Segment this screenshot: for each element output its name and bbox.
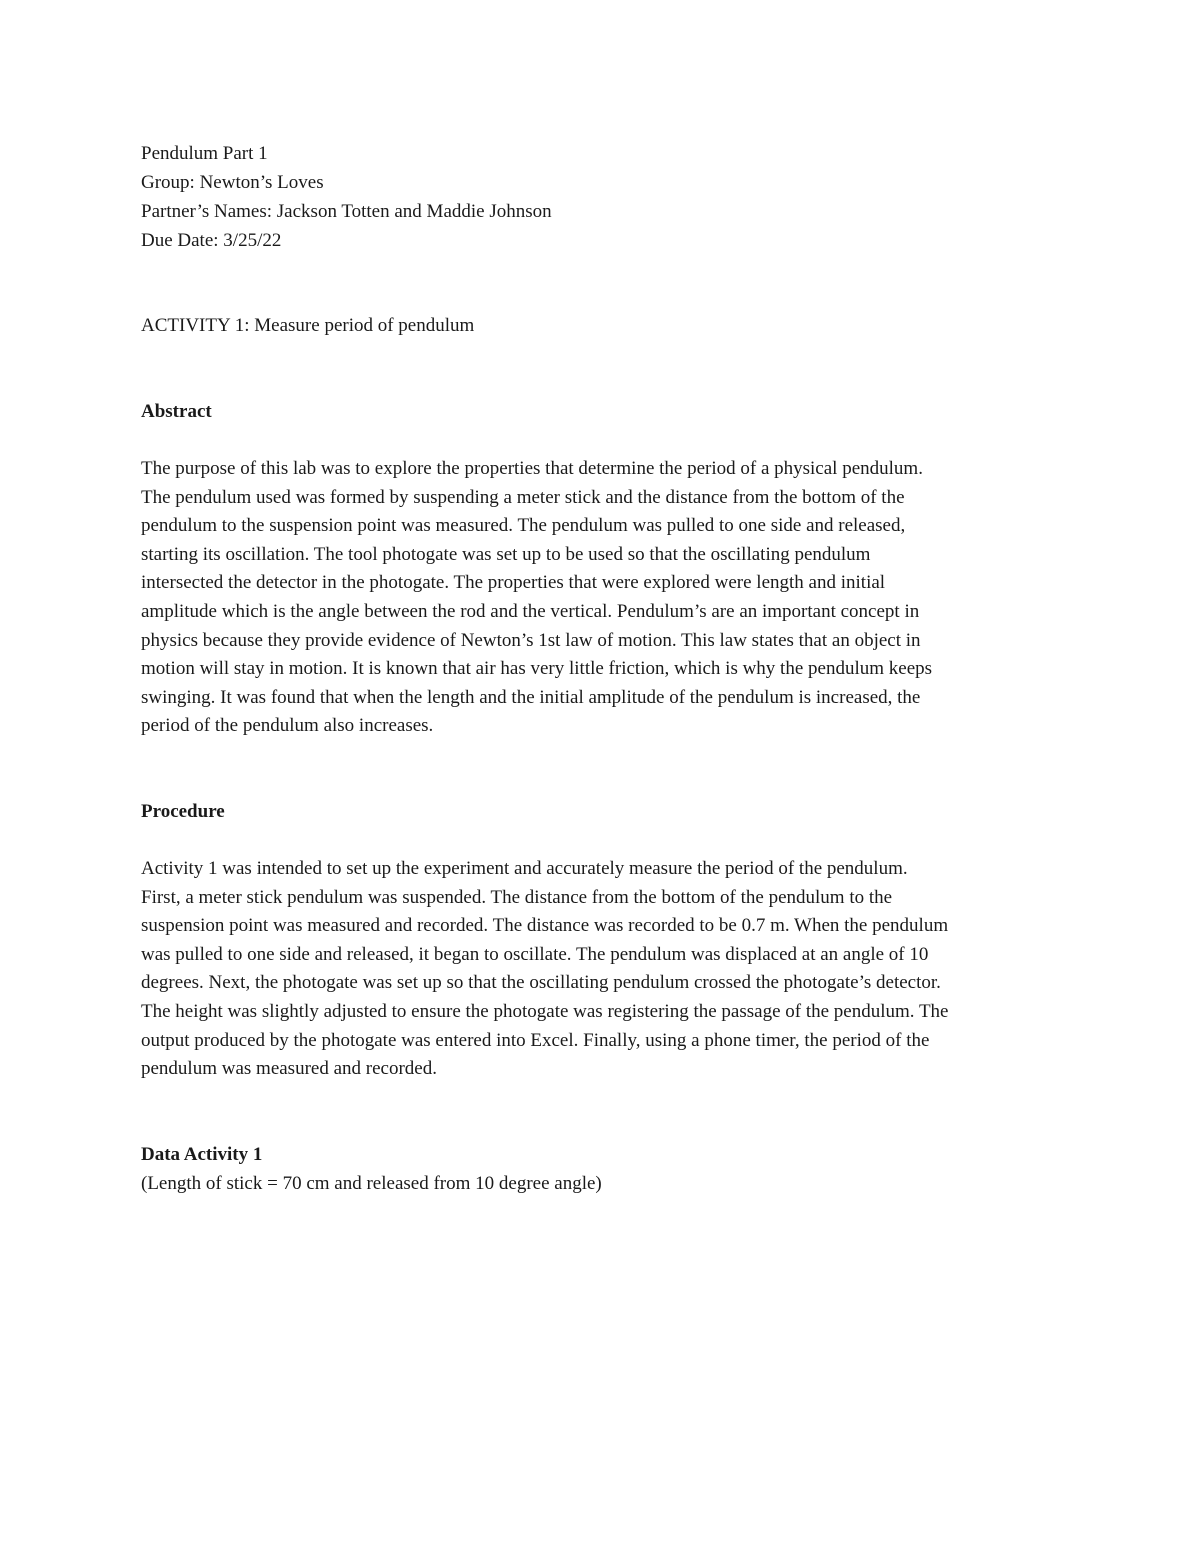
abstract-heading: Abstract — [141, 401, 212, 422]
data-activity-heading: Data Activity 1 — [141, 1143, 263, 1165]
spacer — [141, 340, 1071, 397]
partner-names: Partner’s Names: Jackson Totten and Maddie Johnson — [141, 201, 552, 222]
document-title: Pendulum Part 1 — [141, 143, 268, 164]
paragraph-line: pendulum was measured and recorded. — [141, 1058, 437, 1080]
paragraph-line: amplitude which is the angle between the rod and the vertical. Pendulum’s are an important concept in — [141, 600, 920, 622]
paragraph-line: Activity 1 was intended to set up the experiment and accurately measure the period of the pendulum. — [141, 857, 908, 879]
group-name: Group: Newton’s Loves — [141, 172, 324, 193]
abstract-section — [141, 397, 1071, 740]
paragraph-line: motion will stay in motion. It is known that air has very little friction, which is why the pendulum keeps — [141, 658, 933, 680]
paragraph-line: degrees. Next, the photogate was set up so that the oscillating pendulum crossed the photogate’s detector. — [141, 972, 941, 994]
procedure-paragraph — [141, 854, 1071, 1083]
paragraph-line: suspension point was measured and recorded. The distance was recorded to be 0.7 m. When the pendulum — [141, 915, 949, 937]
document-body — [141, 139, 1071, 1198]
paragraph-line: pendulum to the suspension point was measured. The pendulum was pulled to one side and released, — [141, 515, 906, 537]
paragraph-line: swinging. It was found that when the length and the initial amplitude of the pendulum is increased, the — [141, 686, 921, 708]
procedure-heading: Procedure — [141, 800, 225, 822]
abstract-paragraph — [141, 454, 1071, 740]
procedure-section — [141, 797, 1071, 1083]
due-date: Due Date: 3/25/22 — [141, 230, 282, 251]
paragraph-line: intersected the detector in the photogate. The properties that were explored were length and initial — [141, 572, 886, 594]
paragraph-line: First, a meter stick pendulum was suspended. The distance from the bottom of the pendulum to the — [141, 886, 893, 908]
spacer — [141, 740, 1071, 797]
spacer — [141, 1083, 1071, 1140]
paragraph-line: The pendulum used was formed by suspending a meter stick and the distance from the bottom of the — [141, 486, 905, 508]
paragraph-line: output produced by the photogate was entered into Excel. Finally, using a phone timer, the period of the — [141, 1029, 930, 1051]
paragraph-line: was pulled to one side and released, it began to oscillate. The pendulum was displaced at an angle of 10 — [141, 943, 929, 965]
activity-title: ACTIVITY 1: Measure period of pendulum — [141, 315, 475, 336]
spacer — [141, 826, 1071, 854]
data-activity-note: (Length of stick = 70 cm and released from 10 degree angle) — [141, 1172, 602, 1194]
document-header — [141, 139, 1071, 255]
paragraph-line: The height was slightly adjusted to ensure the photogate was registering the passage of the pendulum. The — [141, 1000, 949, 1022]
spacer — [141, 255, 1071, 311]
paragraph-line: period of the pendulum also increases. — [141, 715, 434, 737]
paragraph-line: starting its oscillation. The tool photogate was set up to be used so that the oscillating pendulum — [141, 543, 871, 565]
data-activity-section — [141, 1140, 1071, 1198]
paragraph-line: The purpose of this lab was to explore the properties that determine the period of a physical pendulum. — [141, 458, 923, 479]
paragraph-line: physics because they provide evidence of Newton’s 1st law of motion. This law states that an object in — [141, 629, 921, 651]
spacer — [141, 426, 1071, 454]
